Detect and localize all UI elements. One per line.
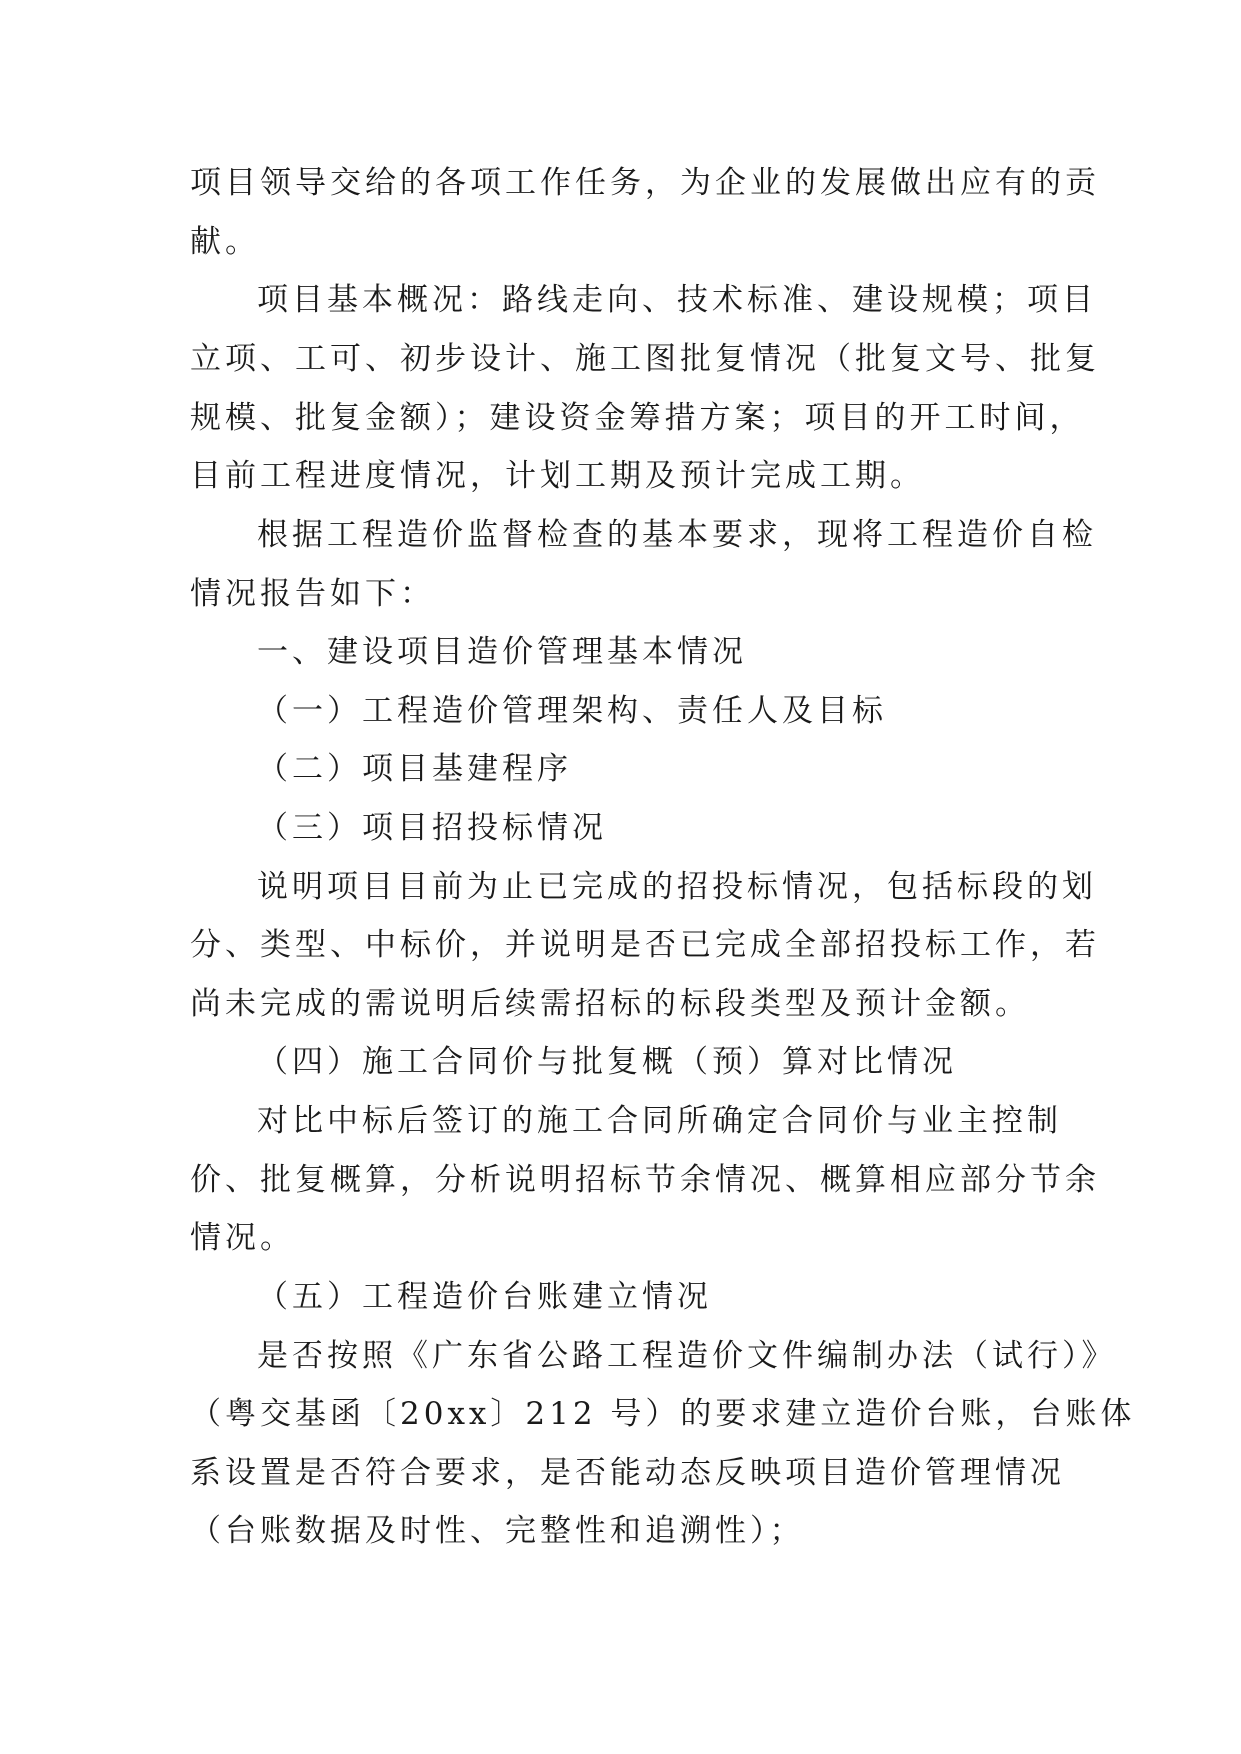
- section-heading: 一、建设项目造价管理基本情况: [257, 634, 747, 670]
- subsection-heading: （一）工程造价管理架构、责任人及目标: [257, 693, 887, 729]
- paragraph-line: 项目基本概况：路线走向、技术标准、建设规模；项目: [257, 282, 1097, 318]
- subsection-heading: （四）施工合同价与批复概（预）算对比情况: [257, 1044, 957, 1080]
- paragraph-line: 目前工程进度情况，计划工期及预计完成工期。: [190, 458, 925, 494]
- paragraph-line: 价、批复概算，分析说明招标节余情况、概算相应部分节余: [190, 1162, 1100, 1198]
- paragraph-line: 项目领导交给的各项工作任务，为企业的发展做出应有的贡: [190, 165, 1100, 201]
- subsection-heading: （五）工程造价台账建立情况: [257, 1279, 712, 1315]
- paragraph-line: （台账数据及时性、完整性和追溯性）；: [190, 1513, 805, 1549]
- paragraph-line: 情况报告如下：: [190, 576, 435, 612]
- paragraph-line: 对比中标后签订的施工合同所确定合同价与业主控制: [257, 1103, 1062, 1139]
- paragraph-line: （粤交基函〔20xx〕212 号）的要求建立造价台账，台账体: [190, 1396, 1136, 1432]
- paragraph-line: 是否按照《广东省公路工程造价文件编制办法（试行）》: [257, 1338, 1117, 1374]
- paragraph-line: 立项、工可、初步设计、施工图批复情况（批复文号、批复: [190, 341, 1100, 377]
- subsection-heading: （三）项目招投标情况: [257, 810, 607, 846]
- paragraph-line: 说明项目目前为止已完成的招投标情况，包括标段的划: [257, 869, 1097, 905]
- subsection-heading: （二）项目基建程序: [257, 751, 572, 787]
- paragraph-line: 分、类型、中标价，并说明是否已完成全部招投标工作，若: [190, 927, 1100, 963]
- paragraph-line: 系设置是否符合要求，是否能动态反映项目造价管理情况: [190, 1455, 1065, 1491]
- paragraph-line: 尚未完成的需说明后续需招标的标段类型及预计金额。: [190, 986, 1030, 1022]
- paragraph-line: 规模、批复金额）；建设资金筹措方案；项目的开工时间，: [190, 400, 1085, 436]
- paragraph-line: 献。: [190, 224, 260, 260]
- paragraph-line: 根据工程造价监督检查的基本要求，现将工程造价自检: [257, 517, 1097, 553]
- paragraph-line: 情况。: [190, 1220, 295, 1256]
